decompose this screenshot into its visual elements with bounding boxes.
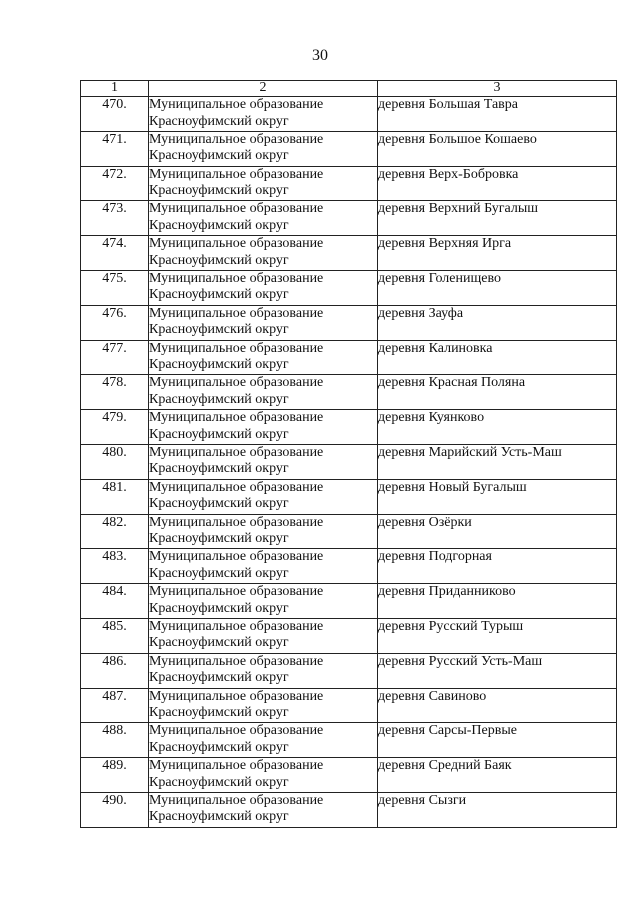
table-row [81,201,617,236]
municipality-cell [149,444,378,479]
municipality-cell [149,201,378,236]
municipality-line-2: Красноуфимский округ [149,287,289,303]
municipality-line-2: Красноуфимский округ [149,148,289,164]
municipality-line-2: Красноуфимский округ [149,739,289,755]
municipality-line-1: Муниципальное образование [149,723,324,739]
locality-cell: деревня Новый Бугалыш [378,479,617,514]
locality-cell: деревня Калиновка [378,340,617,375]
municipality-cell [149,792,378,827]
table-row [81,688,617,723]
locality-cell: деревня Озёрки [378,514,617,549]
municipality-line-1: Муниципальное образование [149,584,324,600]
locality-cell: деревня Марийский Усть-Маш [378,444,617,479]
municipality-cell [149,236,378,271]
table-row [81,792,617,827]
table-row [81,653,617,688]
municipality-line-2: Красноуфимский округ [149,809,289,825]
table-row [81,479,617,514]
locality-cell: деревня Подгорная [378,549,617,584]
municipality-line-2: Красноуфимский округ [149,113,289,129]
row-number: 480. [81,444,149,479]
municipality-cell [149,758,378,793]
municipality-cell [149,375,378,410]
municipality-line-1: Муниципальное образование [149,270,324,286]
table-row [81,305,617,340]
municipality-cell [149,270,378,305]
municipality-line-2: Красноуфимский округ [149,531,289,547]
municipality-line-2: Красноуфимский округ [149,635,289,651]
row-number: 474. [81,236,149,271]
municipality-line-1: Муниципальное образование [149,375,324,391]
table-row [81,723,617,758]
header-row [81,81,617,97]
municipality-line-1: Муниципальное образование [149,305,324,321]
table-row [81,131,617,166]
municipality-line-1: Муниципальное образование [149,549,324,565]
row-number: 485. [81,618,149,653]
row-number: 472. [81,166,149,201]
locality-cell: деревня Савиново [378,688,617,723]
municipality-line-1: Муниципальное образование [149,479,324,495]
table-row [81,166,617,201]
table-row [81,410,617,445]
table-row [81,584,617,619]
municipality-line-1: Муниципальное образование [149,201,324,217]
row-number: 482. [81,514,149,549]
table-row [81,270,617,305]
settlements-table [80,80,617,828]
municipality-line-1: Муниципальное образование [149,688,324,704]
municipality-cell [149,723,378,758]
row-number: 487. [81,688,149,723]
municipality-line-1: Муниципальное образование [149,166,324,182]
municipality-cell [149,514,378,549]
locality-cell: деревня Верх-Бобровка [378,166,617,201]
municipality-line-2: Красноуфимский округ [149,705,289,721]
row-number: 484. [81,584,149,619]
municipality-cell [149,479,378,514]
locality-cell: деревня Сарсы-Первые [378,723,617,758]
municipality-line-2: Красноуфимский округ [149,670,289,686]
table-row [81,549,617,584]
row-number: 471. [81,131,149,166]
municipality-line-1: Муниципальное образование [149,97,324,112]
table-row [81,340,617,375]
page-number: 30 [312,47,328,64]
municipality-line-2: Красноуфимский округ [149,391,289,407]
header-col-2: 2 [149,81,378,97]
municipality-line-1: Муниципальное образование [149,131,324,147]
table-row [81,514,617,549]
locality-cell: деревня Большое Кошаево [378,131,617,166]
municipality-line-1: Муниципальное образование [149,792,324,808]
row-number: 475. [81,270,149,305]
municipality-line-1: Муниципальное образование [149,514,324,530]
row-number: 489. [81,758,149,793]
table-row [81,375,617,410]
locality-cell: деревня Голенищево [378,270,617,305]
municipality-cell [149,688,378,723]
municipality-cell [149,97,378,132]
municipality-line-2: Красноуфимский округ [149,252,289,268]
municipality-line-2: Красноуфимский округ [149,600,289,616]
municipality-line-1: Муниципальное образование [149,653,324,669]
municipality-cell [149,618,378,653]
locality-cell: деревня Сызги [378,792,617,827]
municipality-cell [149,131,378,166]
locality-cell: деревня Зауфа [378,305,617,340]
municipality-line-2: Красноуфимский округ [149,217,289,233]
municipality-line-1: Муниципальное образование [149,444,324,460]
table-row [81,97,617,132]
table-body [81,97,617,828]
municipality-line-2: Красноуфимский округ [149,183,289,199]
municipality-line-1: Муниципальное образование [149,618,324,634]
municipality-line-1: Муниципальное образование [149,758,324,774]
row-number: 483. [81,549,149,584]
locality-cell: деревня Русский Турыш [378,618,617,653]
municipality-cell [149,166,378,201]
municipality-cell [149,584,378,619]
municipality-cell [149,410,378,445]
table-row [81,758,617,793]
locality-cell: деревня Верхний Бугалыш [378,201,617,236]
locality-cell: деревня Куянково [378,410,617,445]
municipality-cell [149,305,378,340]
locality-cell: деревня Приданниково [378,584,617,619]
table-row [81,236,617,271]
row-number: 481. [81,479,149,514]
locality-cell: деревня Средний Баяк [378,758,617,793]
locality-cell: деревня Верхняя Ирга [378,236,617,271]
locality-cell: деревня Русский Усть-Маш [378,653,617,688]
municipality-line-2: Красноуфимский округ [149,461,289,477]
row-number: 473. [81,201,149,236]
municipality-line-2: Красноуфимский округ [149,322,289,338]
row-number: 476. [81,305,149,340]
row-number: 490. [81,792,149,827]
municipality-line-2: Красноуфимский округ [149,426,289,442]
header-col-1: 1 [81,81,149,97]
municipality-line-2: Красноуфимский округ [149,357,289,373]
row-number: 488. [81,723,149,758]
table-header [81,81,617,97]
municipality-line-2: Красноуфимский округ [149,496,289,512]
row-number: 479. [81,410,149,445]
table-row [81,444,617,479]
row-number: 478. [81,375,149,410]
row-number: 470. [81,97,149,132]
row-number: 477. [81,340,149,375]
header-col-3: 3 [378,81,617,97]
municipality-line-2: Красноуфимский округ [149,774,289,790]
locality-cell: деревня Большая Тавра [378,97,617,132]
row-number: 486. [81,653,149,688]
municipality-line-1: Муниципальное образование [149,410,324,426]
municipality-line-1: Муниципальное образование [149,340,324,356]
table-row [81,618,617,653]
municipality-line-2: Красноуфимский округ [149,565,289,581]
municipality-cell [149,549,378,584]
locality-cell: деревня Красная Поляна [378,375,617,410]
municipality-cell [149,340,378,375]
municipality-line-1: Муниципальное образование [149,236,324,252]
municipality-cell [149,653,378,688]
